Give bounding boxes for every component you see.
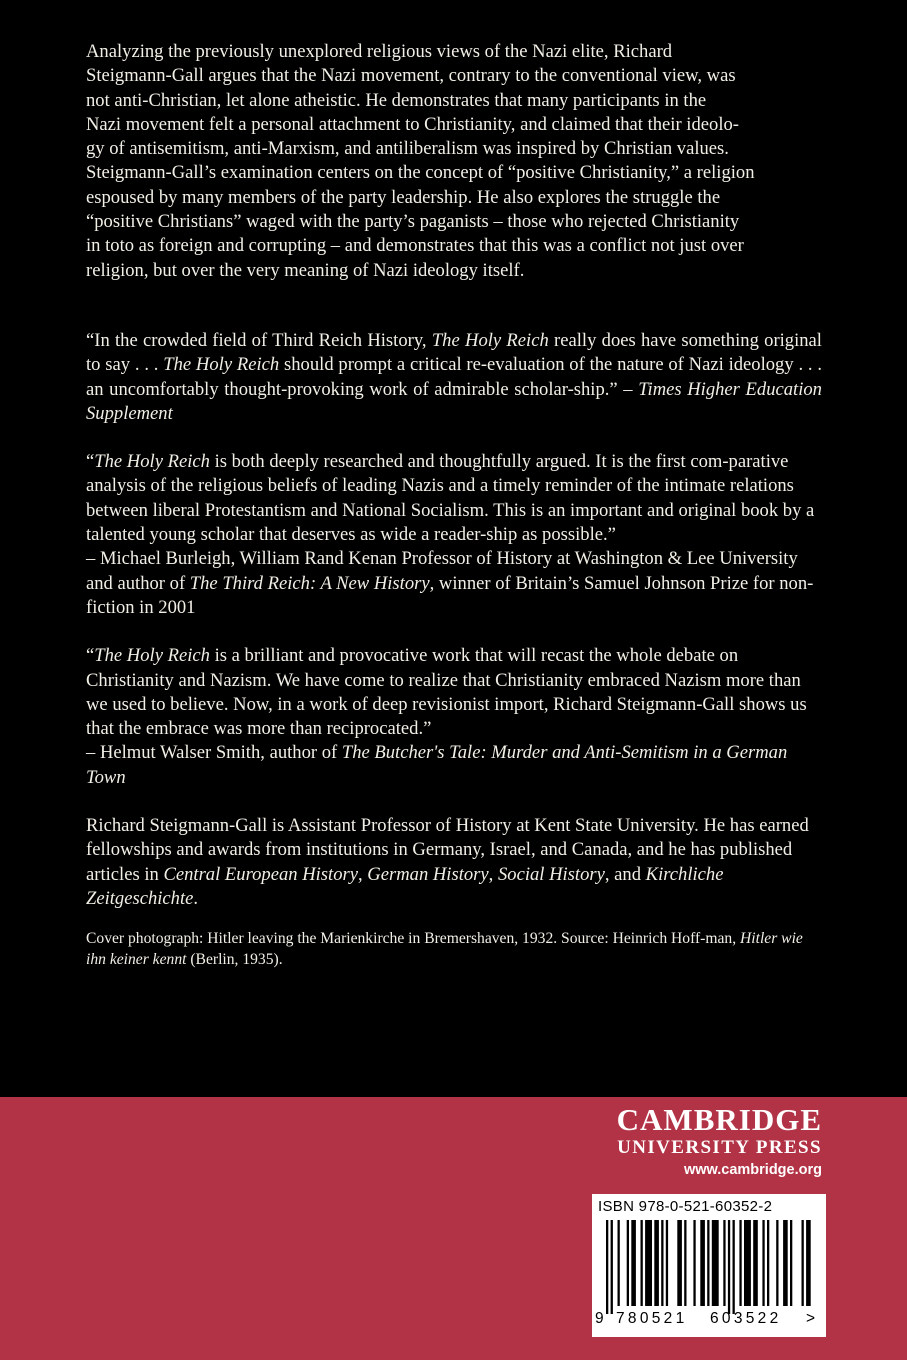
bio-text: Richard Steigmann-Gall is Assistant Professor of History at Kent State University. He has earned fellowships and awards from institutions in Germany, Israel, and Canada, and he has published articles in: [86, 815, 809, 885]
separator: ,: [358, 863, 368, 885]
blurb-line: espoused by many members of the party leadership. He also explores the struggle the: [86, 186, 721, 208]
barcode-bar: [666, 1220, 668, 1306]
separator: .: [193, 887, 199, 909]
review-attribution: – Helmut Walser Smith, author of: [86, 742, 342, 764]
quote-text: “In the crowded field of Third Reich History,: [86, 329, 432, 351]
journal-title: Social History: [497, 863, 605, 885]
barcode-bar: [677, 1220, 682, 1306]
book-title: The Third Reich: A New History: [189, 572, 430, 594]
blurb-line: Analyzing the previously unexplored religious views of the Nazi elite, Richard: [86, 41, 673, 62]
barcode-bar: [627, 1220, 629, 1306]
barcode-bar: [802, 1220, 804, 1306]
barcode-bar: [707, 1220, 709, 1306]
barcode-bar: [806, 1220, 811, 1306]
barcode-bar: [762, 1220, 764, 1306]
barcode-bar: [776, 1220, 778, 1306]
barcode-bars: [606, 1220, 812, 1314]
back-cover-text: [86, 40, 822, 970]
cover-photo-credit: [86, 929, 822, 970]
barcode-bar: [684, 1220, 686, 1306]
separator: , and: [604, 863, 646, 885]
barcode-bar: [767, 1220, 769, 1306]
review-quote-smith: [86, 644, 822, 790]
review-quote-burleigh: [86, 450, 822, 620]
quote-text: should prompt a critical re-evaluation of the nature of Nazi ideology . . . an uncomfortably thought-provoking work of admirable scholar-ship.” –: [86, 354, 823, 400]
author-bio: [86, 814, 822, 911]
blurb-line: “positive Christians” waged with the party’s paganists – those who rejected Christianity: [86, 211, 740, 233]
barcode-bar: [631, 1220, 636, 1306]
quote-text: “: [86, 451, 95, 473]
barcode-bar: [700, 1220, 705, 1306]
barcode-bar: [790, 1220, 792, 1306]
publisher-logo: [617, 1103, 822, 1181]
barcode-lead-digit: 9: [595, 1310, 604, 1327]
quote-text: is a brilliant and provocative work that will recast the whole debate on Christianity and Nazism. We have come to realize that Christianity embraced Nazism more than we used to believe. Now, in a work of deep revisionist import, Richard Steigmann-Gall shows us that the embrace was more than reciprocated.”: [86, 645, 807, 740]
barcode-right-digits: 603522: [710, 1310, 782, 1327]
blurb-line: religion, but over the very meaning of Nazi ideology itself.: [86, 259, 525, 281]
book-title: The Holy Reich: [163, 354, 280, 376]
review-quote-times: [86, 329, 822, 426]
book-title: The Holy Reich: [94, 645, 210, 667]
barcode-bar: [645, 1220, 652, 1306]
journal-title: Kirchliche Zeitgeschichte: [86, 863, 724, 909]
separator: ,: [488, 863, 498, 885]
journal-title: Central European History: [163, 863, 358, 885]
book-title: The Holy Reich: [94, 451, 210, 473]
barcode-bar: [723, 1220, 725, 1306]
barcode-bar: [783, 1220, 788, 1306]
isbn-label: ISBN 978-0-521-60352-2: [598, 1198, 773, 1215]
blurb-line: gy of antisemitism, anti-Marxism, and antiliberalism was inspired by Christian values.: [86, 138, 729, 160]
quote-text: really does have something original to say . . .: [86, 329, 822, 376]
quote-text: “: [86, 645, 95, 667]
blurb-line: Steigmann-Gall’s examination centers on the concept of “positive Christianity,” a religion: [86, 162, 755, 184]
publisher-url: www.cambridge.org: [683, 1162, 822, 1178]
credit-text: (Berlin, 1935).: [186, 950, 283, 968]
barcode-bar: [641, 1220, 643, 1306]
quote-text: is both deeply researched and thoughtfully argued. It is the first com-parative analysis of the religious beliefs of leading Nazis and a timely reminder of the intimate relations between liberal Protestantism and National Socialism. This is an important and original book by a talented young scholar that deserves as wide a reader-ship as possible.”: [86, 451, 815, 546]
barcode-bar: [611, 1220, 613, 1314]
review-attribution: – Michael Burleigh, William Rand Kenan Professor of History at Washington & Lee University and author of: [86, 548, 798, 594]
barcode-bar: [606, 1220, 608, 1314]
blurb-line: not anti-Christian, let alone atheistic. He demonstrates that many participants in the: [86, 89, 707, 111]
book-title: The Holy Reich: [431, 329, 549, 351]
review-attribution: , winner of Britain’s Samuel Johnson Prize for non-fiction in 2001: [86, 572, 814, 618]
barcode-bar: [618, 1220, 620, 1306]
book-title: Hitler wie ihn keiner kennt: [86, 930, 803, 968]
review-source: Times Higher Education Supplement: [86, 378, 822, 424]
publisher-name: CAMBRIDGE: [616, 1102, 822, 1137]
blurb-line: Steigmann-Gall argues that the Nazi movement, contrary to the conventional view, was: [86, 65, 736, 87]
barcode-bar: [654, 1220, 659, 1306]
credit-text: Cover photograph: Hitler leaving the Marienkirche in Bremershaven, 1932. Source: Heinrich Hoff-man,: [86, 930, 741, 948]
barcode-tail-mark: >: [806, 1310, 816, 1327]
blurb-line: Nazi movement felt a personal attachment to Christianity, and claimed that their ideolo-: [86, 113, 739, 135]
barcode-bar: [744, 1220, 751, 1306]
barcode-bar: [753, 1220, 758, 1306]
barcode-bar: [661, 1220, 663, 1306]
blurb-line: in toto as foreign and corrupting – and demonstrates that this was a conflict not just over: [86, 235, 744, 257]
barcode-bar: [728, 1220, 730, 1314]
barcode-bar: [712, 1220, 719, 1306]
barcode-bar: [739, 1220, 741, 1306]
journal-title: German History: [367, 863, 489, 885]
barcode-bar: [733, 1220, 735, 1314]
barcode-bar: [693, 1220, 695, 1306]
book-title: The Butcher's Tale: Murder and Anti-Semitism in a German Town: [86, 742, 788, 788]
isbn-barcode: [592, 1194, 826, 1337]
barcode-left-digits: 780521: [616, 1310, 688, 1327]
publisher-press: UNIVERSITY PRESS: [617, 1137, 822, 1158]
description-blurb: [86, 40, 822, 283]
